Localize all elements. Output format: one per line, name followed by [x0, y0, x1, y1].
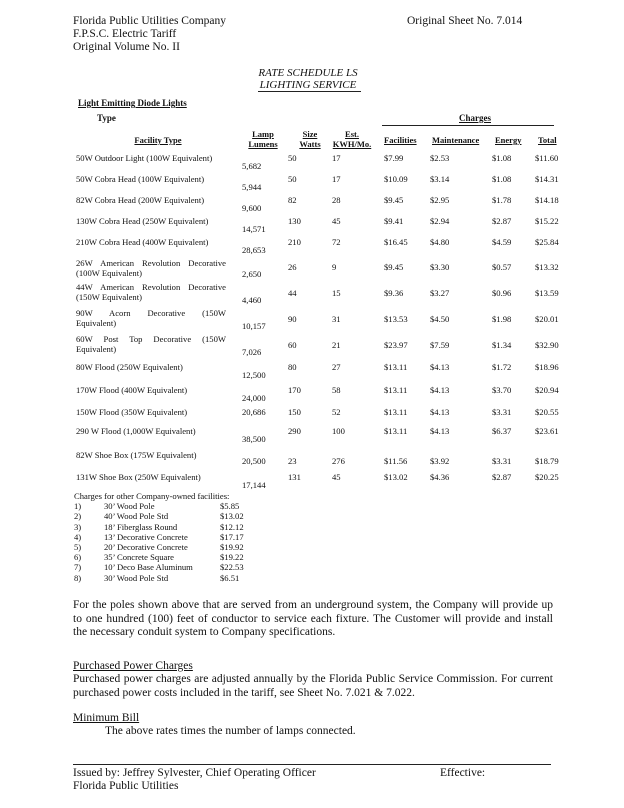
col-facilities: Facilities	[384, 135, 417, 145]
list-item	[74, 501, 240, 512]
energy-cell: $3.31	[492, 456, 512, 466]
sheet-number: Original Sheet No. 7.014	[407, 15, 523, 27]
energy-cell: $3.31	[492, 407, 512, 417]
energy-cell: $0.96	[492, 288, 512, 298]
schedule-title: RATE SCHEDULE LS	[258, 67, 358, 79]
watts-cell: 60	[288, 340, 297, 350]
maintenance-cell: $2.94	[430, 216, 450, 226]
col-kwh-line1: Est.	[345, 129, 359, 139]
lumens-cell: 9,600	[242, 203, 262, 213]
energy-cell: $1.08	[492, 153, 512, 163]
item-price: $6.51	[220, 572, 240, 583]
facility-type-cell: 50W Outdoor Light (100W Equivalent)	[76, 153, 213, 163]
facilities-cell: $13.53	[384, 314, 408, 324]
col-facility-type: Facility Type	[134, 135, 182, 145]
issued-by: Issued by: Jeffrey Sylvester, Chief Operating Officer	[73, 767, 316, 779]
energy-cell: $1.72	[492, 362, 512, 372]
total-cell: $25.84	[535, 237, 559, 247]
facilities-cell: $16.45	[384, 237, 408, 247]
maintenance-cell: $4.36	[430, 472, 450, 482]
table-row	[76, 195, 575, 216]
total-cell: $20.55	[535, 407, 559, 417]
total-cell: $14.18	[535, 195, 559, 205]
maintenance-cell: $4.13	[430, 385, 450, 395]
facilities-cell: $23.97	[384, 340, 408, 350]
charges-rule	[382, 125, 554, 126]
footer-company: Florida Public Utilities	[73, 780, 179, 792]
underground-paragraph: For the poles shown above that are served from an underground system, the Company will provide up to one hundred (100) feet of conductor to service each fixture. The Customer will provide and install the necessary conduit system to Company specifications.	[73, 599, 553, 638]
list-item	[74, 552, 244, 563]
facility-line1: 60W Post Top Decorative (150W	[76, 334, 226, 344]
maintenance-cell: $3.30	[430, 262, 450, 272]
item-description: 30’ Wood Pole	[104, 501, 155, 512]
total-cell: $23.61	[535, 426, 559, 436]
watts-cell: 210	[288, 237, 301, 247]
facility-type-cell	[76, 258, 242, 282]
maintenance-cell: $4.50	[430, 314, 450, 324]
schedule-subtitle: LIGHTING SERVICE	[259, 79, 357, 91]
item-price: $5.85	[220, 501, 240, 512]
lumens-cell: 12,500	[242, 370, 266, 380]
energy-cell: $1.98	[492, 314, 512, 324]
item-number: 8)	[74, 572, 82, 583]
col-lamp-lumens	[240, 129, 286, 149]
energy-cell: $1.08	[492, 174, 512, 184]
item-description: 40’ Wood Pole Std	[104, 511, 169, 522]
facilities-cell: $13.11	[384, 426, 408, 436]
col-lumens-line1: Lamp	[252, 129, 274, 139]
facility-type-cell: 290 W Flood (1,000W Equivalent)	[76, 426, 196, 436]
energy-cell: $2.87	[492, 216, 512, 226]
total-cell: $20.01	[535, 314, 559, 324]
pole-charges-list	[74, 491, 244, 583]
kwh-cell: 45	[332, 216, 341, 226]
item-price: $22.53	[220, 562, 244, 573]
facilities-cell: $10.09	[384, 174, 408, 184]
facility-type-cell	[76, 334, 242, 360]
purchased-power-heading: Purchased Power Charges	[73, 660, 193, 672]
item-number: 7)	[74, 562, 82, 573]
table-row	[76, 282, 575, 308]
lumens-cell: 24,000	[242, 393, 266, 403]
item-description: 10’ Deco Base Aluminum	[104, 562, 193, 573]
total-cell: $15.22	[535, 216, 559, 226]
type-label: Type	[97, 113, 116, 123]
item-price: $13.02	[220, 511, 244, 522]
facility-type-cell: 50W Cobra Head (100W Equivalent)	[76, 174, 205, 184]
lumens-cell: 10,157	[242, 321, 266, 331]
table-row	[76, 383, 575, 404]
effective-label: Effective:	[440, 767, 486, 779]
facility-type-cell: 82W Cobra Head (200W Equivalent)	[76, 195, 205, 205]
facilities-cell: $9.45	[384, 195, 404, 205]
facility-line2: (150W Equivalent)	[76, 292, 142, 302]
item-description: 18’ Fiberglass Round	[104, 521, 178, 532]
facility-type-cell: 82W Shoe Box (175W Equivalent)	[76, 450, 197, 460]
watts-cell: 90	[288, 314, 297, 324]
item-description: 35’ Concrete Square	[104, 552, 174, 563]
maintenance-cell: $3.14	[430, 174, 450, 184]
lumens-cell: 7,026	[242, 347, 262, 357]
facility-line1: 90W Acorn Decorative (150W	[76, 308, 226, 318]
energy-cell: $2.87	[492, 472, 512, 482]
table-row	[76, 258, 575, 282]
maintenance-cell: $7.59	[430, 340, 450, 350]
kwh-cell: 72	[332, 237, 341, 247]
watts-cell: 82	[288, 195, 297, 205]
table-row	[76, 404, 575, 424]
kwh-cell: 52	[332, 407, 341, 417]
total-cell: $13.59	[535, 288, 559, 298]
watts-cell: 150	[288, 407, 301, 417]
facility-line1: 44W American Revolution Decorative	[76, 282, 226, 292]
total-cell: $11.60	[535, 153, 559, 163]
table-row	[76, 360, 575, 383]
kwh-cell: 58	[332, 385, 341, 395]
list-item	[74, 541, 244, 552]
facility-line1: 26W American Revolution Decorative	[76, 258, 226, 268]
item-price: $19.92	[220, 541, 244, 552]
facilities-cell: $13.11	[384, 407, 408, 417]
item-price: $17.17	[220, 531, 244, 542]
table-row	[76, 424, 575, 446]
item-number: 3)	[74, 521, 82, 532]
table-row	[76, 446, 575, 468]
maintenance-cell: $4.13	[430, 426, 450, 436]
col-watts-line1: Size	[302, 129, 318, 139]
facility-type-cell: 80W Flood (250W Equivalent)	[76, 362, 183, 372]
facilities-cell: $13.11	[384, 385, 408, 395]
total-cell: $20.94	[535, 385, 559, 395]
total-cell: $13.32	[535, 262, 559, 272]
facility-type-cell	[76, 308, 242, 334]
minimum-bill-heading: Minimum Bill	[73, 712, 140, 724]
watts-cell: 290	[288, 426, 301, 436]
facility-type-cell: 150W Flood (350W Equivalent)	[76, 407, 188, 417]
facility-type-cell	[76, 282, 242, 308]
company-name: Florida Public Utilities Company	[73, 15, 227, 27]
lumens-cell: 4,460	[242, 295, 262, 305]
lumens-cell: 14,571	[242, 224, 266, 234]
maintenance-cell: $4.13	[430, 362, 450, 372]
energy-cell: $6.37	[492, 426, 512, 436]
kwh-cell: 276	[332, 456, 345, 466]
list-item	[74, 531, 244, 542]
lumens-cell: 20,500	[242, 456, 266, 466]
rates-table	[76, 153, 575, 490]
lumens-cell: 2,650	[242, 269, 262, 279]
col-maintenance: Maintenance	[432, 135, 480, 145]
energy-cell: $0.57	[492, 262, 512, 272]
col-energy: Energy	[495, 135, 522, 145]
maintenance-cell: $3.27	[430, 288, 450, 298]
list-item	[74, 572, 240, 583]
kwh-cell: 17	[332, 153, 341, 163]
facilities-cell: $7.99	[384, 153, 404, 163]
maintenance-cell: $4.13	[430, 407, 450, 417]
kwh-cell: 15	[332, 288, 341, 298]
kwh-cell: 9	[332, 262, 337, 272]
watts-cell: 80	[288, 362, 297, 372]
facility-type-cell: 131W Shoe Box (250W Equivalent)	[76, 472, 201, 482]
tariff-name: F.P.S.C. Electric Tariff	[73, 28, 177, 40]
table-row	[76, 334, 575, 360]
total-cell: $20.25	[535, 472, 559, 482]
table-row	[76, 174, 575, 195]
col-est-kwh	[327, 129, 377, 149]
lumens-cell: 20,686	[242, 407, 266, 417]
list-item	[74, 511, 244, 522]
facility-line2: Equivalent)	[76, 318, 117, 328]
energy-cell: $1.34	[492, 340, 512, 350]
item-number: 2)	[74, 511, 82, 522]
facility-type-cell: 210W Cobra Head (400W Equivalent)	[76, 237, 209, 247]
col-lumens-line2: Lumens	[248, 139, 278, 149]
lumens-cell: 38,500	[242, 434, 266, 444]
kwh-cell: 45	[332, 472, 341, 482]
col-watts-line2: Watts	[299, 139, 321, 149]
watts-cell: 50	[288, 153, 297, 163]
minimum-bill-text: The above rates times the number of lamps connected.	[105, 725, 356, 737]
watts-cell: 44	[288, 288, 297, 298]
total-cell: $32.90	[535, 340, 559, 350]
item-number: 5)	[74, 541, 82, 552]
table-row	[76, 308, 575, 334]
maintenance-cell: $2.53	[430, 153, 450, 163]
item-number: 6)	[74, 552, 82, 563]
kwh-cell: 28	[332, 195, 341, 205]
footer-rule	[73, 764, 551, 765]
energy-cell: $1.78	[492, 195, 512, 205]
maintenance-cell: $4.80	[430, 237, 450, 247]
facilities-cell: $13.11	[384, 362, 408, 372]
item-number: 1)	[74, 501, 82, 512]
total-cell: $14.31	[535, 174, 559, 184]
lumens-cell: 5,944	[242, 182, 262, 192]
maintenance-cell: $3.92	[430, 456, 450, 466]
title-underline	[258, 91, 361, 92]
facilities-cell: $9.45	[384, 262, 404, 272]
kwh-cell: 100	[332, 426, 345, 436]
facilities-cell: $9.36	[384, 288, 404, 298]
item-description: 20’ Decorative Concrete	[104, 541, 188, 552]
facilities-cell: $9.41	[384, 216, 404, 226]
kwh-cell: 27	[332, 362, 341, 372]
facility-type-cell: 170W Flood (400W Equivalent)	[76, 385, 188, 395]
kwh-cell: 31	[332, 314, 341, 324]
charges-label: Charges	[459, 113, 491, 123]
watts-cell: 130	[288, 216, 301, 226]
kwh-cell: 21	[332, 340, 341, 350]
total-cell: $18.96	[535, 362, 559, 372]
kwh-cell: 17	[332, 174, 341, 184]
lumens-cell: 5,682	[242, 161, 262, 171]
facility-type-cell: 130W Cobra Head (250W Equivalent)	[76, 216, 209, 226]
lumens-cell: 28,653	[242, 245, 266, 255]
lumens-cell: 17,144	[242, 480, 266, 490]
facility-line2: (100W Equivalent)	[76, 268, 142, 278]
watts-cell: 170	[288, 385, 301, 395]
table-row	[76, 216, 575, 237]
table-row	[76, 153, 575, 174]
list-item	[74, 562, 244, 573]
col-size-watts	[290, 129, 330, 149]
facility-line2: Equivalent)	[76, 344, 117, 354]
watts-cell: 131	[288, 472, 301, 482]
col-kwh-line2: KWH/Mo.	[332, 139, 372, 149]
energy-cell: $3.70	[492, 385, 512, 395]
table-row	[76, 468, 575, 490]
watts-cell: 50	[288, 174, 297, 184]
item-price: $19.22	[220, 552, 244, 563]
item-description: 13’ Decorative Concrete	[104, 531, 188, 542]
maintenance-cell: $2.95	[430, 195, 450, 205]
energy-cell: $4.59	[492, 237, 512, 247]
item-number: 4)	[74, 531, 82, 542]
total-cell: $18.79	[535, 456, 559, 466]
table-row	[76, 237, 575, 258]
col-total: Total	[538, 135, 557, 145]
watts-cell: 26	[288, 262, 297, 272]
watts-cell: 23	[288, 456, 297, 466]
volume-name: Original Volume No. II	[73, 41, 180, 53]
facilities-cell: $11.56	[384, 456, 408, 466]
pole-charges-heading: Charges for other Company-owned facilities:	[74, 491, 230, 501]
facilities-cell: $13.02	[384, 472, 408, 482]
item-description: 30’ Wood Pole Std	[104, 572, 169, 583]
purchased-power-paragraph: Purchased power charges are adjusted annually by the Florida Public Service Commission. For current purchased power costs included in the tariff, see Sheet No. 7.021 & 7.022.	[73, 673, 553, 699]
item-price: $12.12	[220, 521, 244, 532]
section-title: Light Emitting Diode Lights	[78, 98, 187, 108]
list-item	[74, 521, 244, 532]
